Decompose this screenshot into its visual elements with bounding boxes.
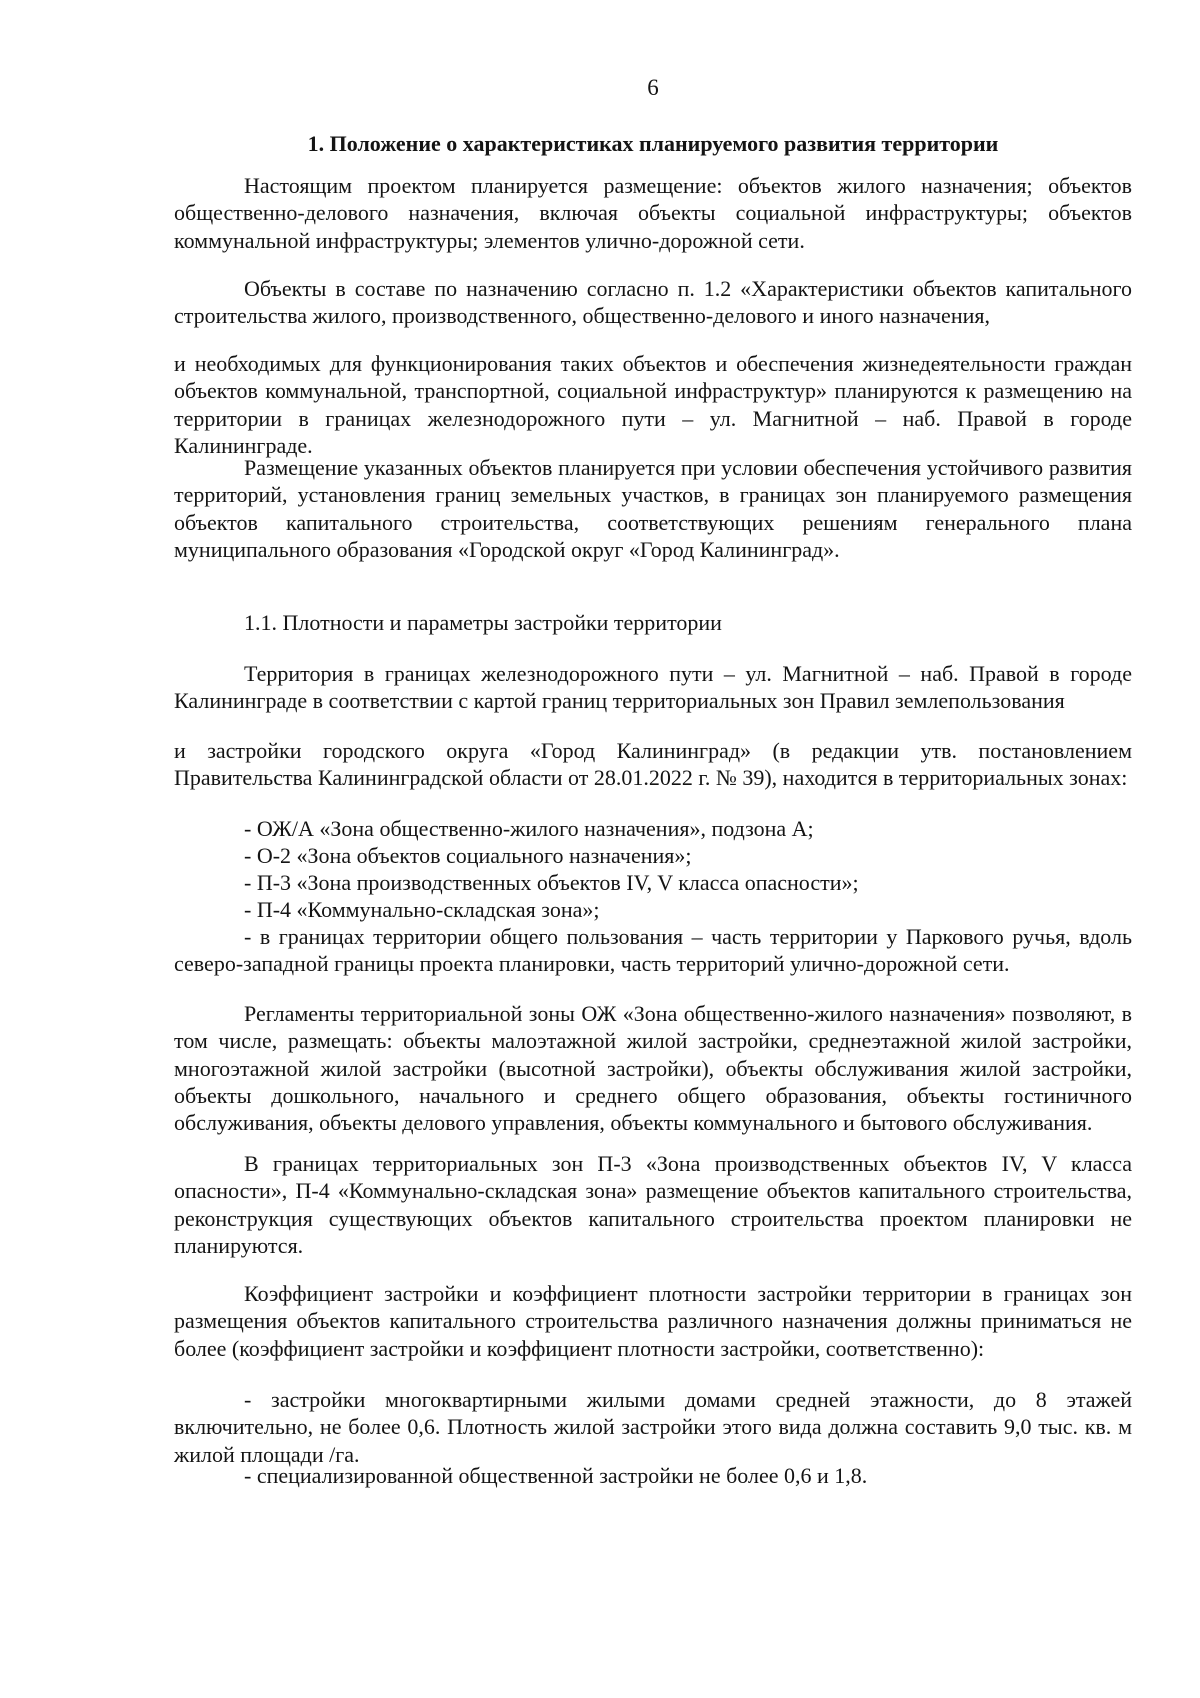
paragraph-placement-conditions: Размещение указанных объектов планируется при условии обеспечения устойчивого развития территорий, установления границ земельных участков, в границах зон планируемого размещения объектов капитального строительства, соответствующих решениям генерального плана муниципального образования «Городской округ «Город Калининград». <box>174 455 1132 562</box>
coefficient-item: - застройки многоквартирными жилыми домами средней этажности, до 8 этажей включительно, не более 0,6. Плотность жилой застройки этого вида должна составить 9,0 тыс. кв. м жилой площади /га. <box>174 1387 1132 1467</box>
page-number: 6 <box>647 75 659 100</box>
zone-item: - П-4 «Коммунально-складская зона»; <box>244 897 600 922</box>
paragraph-territory-zones-cont: и застройки городского округа «Город Калининград» (в редакции утв. постановлением Правительства Калининградской области от 28.01.2022 г. № 39), находится в территориальных зонах: <box>174 738 1132 791</box>
subsection-heading: 1.1. Плотности и параметры застройки территории <box>244 610 722 635</box>
paragraph-coefficients: Коэффициент застройки и коэффициент плотности застройки территории в границах зон размещения объектов капитального строительства различного назначения должны приниматься не более (коэффициент застройки и коэффициент плотности застройки, соответственно): <box>174 1281 1132 1361</box>
paragraph-territory-zones: Территория в границах железнодорожного пути – ул. Магнитной – наб. Правой в городе Калининграде в соответствии с картой границ территориальных зон Правил землепользования <box>174 661 1132 714</box>
zone-item: - П-3 «Зона производственных объектов IV, V класса опасности»; <box>244 870 859 895</box>
section-heading: 1. Положение о характеристиках планируемого развития территории <box>307 131 999 156</box>
paragraph-regulations: Регламенты территориальной зоны ОЖ «Зона общественно-жилого назначения» позволяют, в том числе, размещать: объекты малоэтажной жилой застройки, среднеэтажной жилой застройки, многоэтажной жилой застройки (высотной застройки), объекты обслуживания жилой застройки, объекты дошкольного, начального и среднего общего образования, объекты гостиничного обслуживания, объекты делового управления, объекты коммунального и бытового обслуживания. <box>174 1001 1132 1136</box>
zone-item: - ОЖ/А «Зона общественно-жилого назначения», подзона А; <box>244 816 814 841</box>
paragraph-industrial-zones: В границах территориальных зон П-3 «Зона производственных объектов IV, V класса опасности», П-4 «Коммунально-складская зона» размещение объектов капитального строительства, реконструкция существующих объектов капитального строительства проектом планировки не планируются. <box>174 1151 1132 1258</box>
coefficient-item: - специализированной общественной застройки не более 0,6 и 1,8. <box>244 1463 868 1488</box>
paragraph-objects-placement: и необходимых для функционирования таких объектов и обеспечения жизнедеятельности граждан объектов коммунальной, транспортной, социальной инфраструктур» планируются к размещению на территории в границах железнодорожного пути – ул. Магнитной – наб. Правой в городе Калининграде. <box>174 351 1132 458</box>
paragraph-planned-objects: Настоящим проектом планируется размещение: объектов жилого назначения; объектов общественно-делового назначения, включая объекты социальной инфраструктуры; объектов коммунальной инфраструктуры; элементов улично-дорожной сети. <box>174 173 1132 253</box>
zone-item: - в границах территории общего пользования – часть территории у Паркового ручья, вдоль северо-западной границы проекта планировки, часть территорий улично-дорожной сети. <box>174 924 1132 977</box>
paragraph-objects-composition: Объекты в составе по назначению согласно п. 1.2 «Характеристики объектов капитального строительства жилого, производственного, общественно-делового и иного назначения, <box>174 276 1132 329</box>
zone-item: - О-2 «Зона объектов социального назначения»; <box>244 843 692 868</box>
